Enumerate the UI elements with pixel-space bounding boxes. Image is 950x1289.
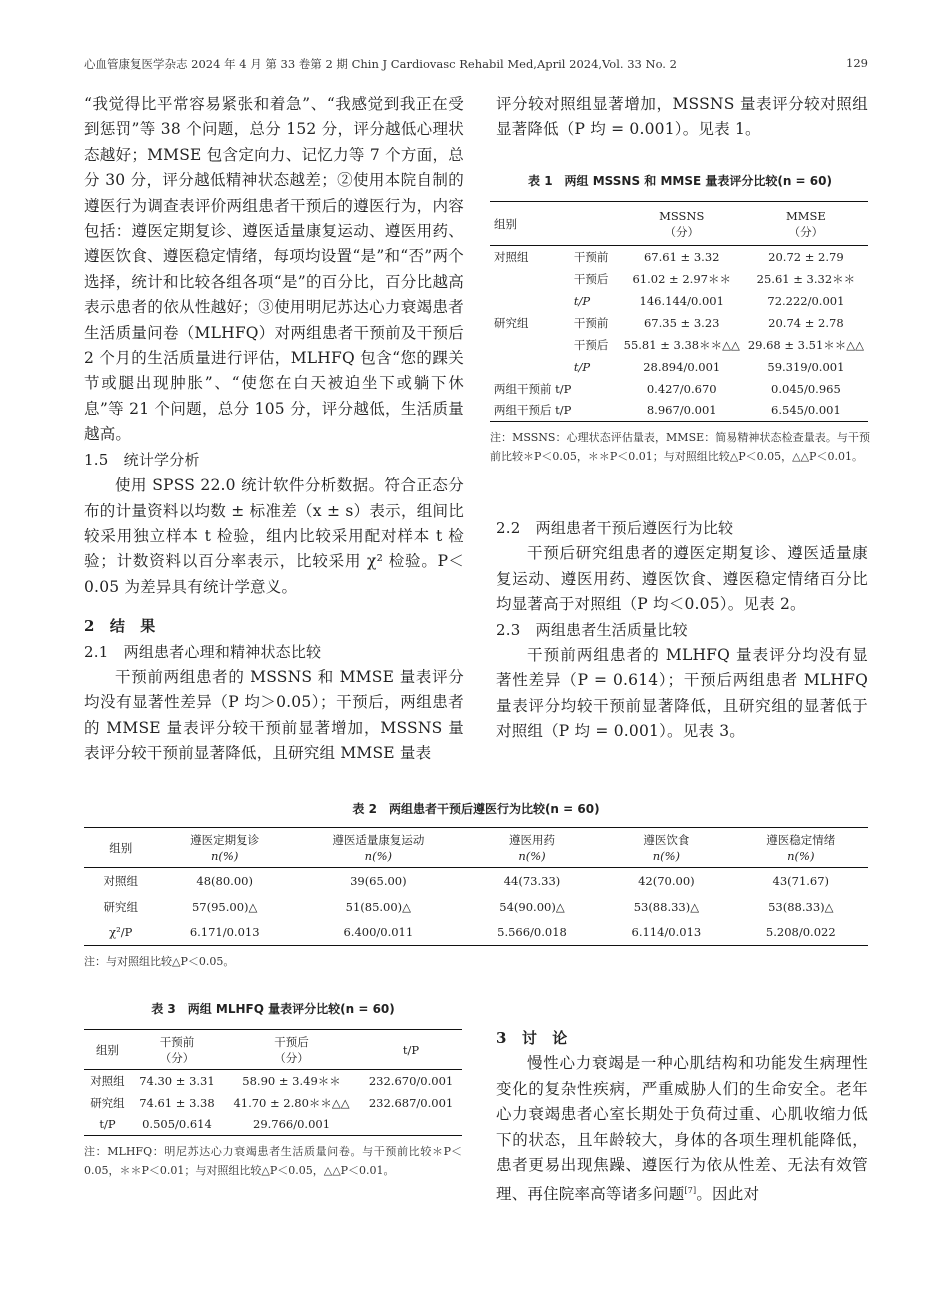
table-cell-value: 55.81 ± 3.38＊＊△△	[623, 337, 740, 352]
table-cell-stage: 干预前	[573, 315, 609, 330]
table-row	[490, 246, 868, 268]
section-heading-1-5: 1.5 统计学分析	[84, 450, 200, 469]
left-column-top	[84, 92, 464, 767]
table-1-caption: 表 1 两组 MSSNS 和 MMSE 量表评分比较(n = 60)	[528, 174, 832, 188]
table-3-caption: 表 3 两组 MLHFQ 量表评分比较(n = 60)	[151, 1002, 395, 1016]
table-1-header-group: 组别	[494, 216, 517, 231]
results-paragraph-2-2: 干预后研究组患者的遵医定期复诊、遵医适量康复运动、遵医用药、遵医饮食、遵医稳定情绪百分比均显著高于对照组（P 均＜0.05）。见表 2。	[496, 544, 868, 614]
table-cell-stage: 干预后	[573, 337, 609, 352]
table-cell-group: 研究组	[494, 315, 529, 330]
results-paragraph-2-1: 干预前两组患者的 MSSNS 和 MMSE 量表评分均没有显著性差异（P 均＞0.05）；干预后，两组患者的 MMSE 量表评分较干预前显著增加，MSSNS 量表评分较干预前显著降低，且研究组 MMSE 量表	[84, 667, 464, 763]
right-column-top	[496, 92, 868, 143]
table-cell: 44(73.33)	[503, 873, 561, 888]
table-cell-value: 28.894/0.001	[643, 359, 721, 374]
table-cell: 48(80.00)	[196, 873, 253, 888]
table-cell-stage: t/P	[573, 359, 591, 374]
table-3-block	[84, 1000, 462, 1180]
table-cell: 对照组	[103, 873, 138, 888]
table-2-header-cell: 遵医定期复诊 n(%)	[190, 832, 260, 863]
table-row	[490, 356, 868, 378]
table-cell: χ²/P	[109, 925, 133, 940]
results-paragraph-2-3: 干预前两组患者的 MLHFQ 量表评分均没有显著性差异（P = 0.614）；干预后两组患者 MLHFQ 量表评分均较干预前显著降低，且研究组的显著低于对照组（P 均 = 0.001）。见表 3。	[496, 646, 868, 741]
table-cell: 232.687/0.001	[368, 1095, 454, 1110]
table-row	[490, 378, 868, 400]
table-cell: t/P	[99, 1117, 116, 1132]
section-heading-results: 2 结 果	[84, 617, 156, 636]
table-cell: 6.171/0.013	[189, 925, 260, 940]
table-row	[84, 920, 868, 946]
table-cell	[360, 1114, 462, 1136]
table-cell: 41.70 ± 2.80＊＊△△	[233, 1095, 350, 1110]
table-1	[490, 201, 868, 422]
table-cell: 74.30 ± 3.31	[139, 1073, 215, 1088]
table-cell-value: 29.68 ± 3.51＊＊△△	[747, 337, 864, 352]
section-heading-2-1: 2.1 两组患者心理和精神状态比较	[84, 642, 322, 661]
page-number: 129	[846, 56, 868, 70]
table-cell-group	[490, 356, 570, 378]
table-row	[490, 268, 868, 290]
table-row	[490, 334, 868, 356]
table-cell-value: 0.427/0.670	[646, 381, 717, 396]
section-heading-2-2: 2.2 两组患者干预后遵医行为比较	[496, 519, 734, 537]
table-2-note: 注：与对照组比较△P＜0.05。	[84, 955, 235, 968]
table-cell: 研究组	[90, 1095, 125, 1110]
table-cell: 0.505/0.614	[142, 1117, 212, 1132]
table-row	[84, 868, 868, 894]
table-cell: 29.766/0.001	[253, 1117, 331, 1132]
section-heading-2-3: 2.3 两组患者生活质量比较	[496, 620, 688, 639]
table-2-header-cell: 遵医稳定情绪 n(%)	[766, 832, 836, 863]
table-cell-group	[490, 334, 570, 356]
table-cell: 5.566/0.018	[497, 925, 567, 940]
table-1-header-mmse: MMSE （分）	[785, 208, 826, 239]
table-cell-group	[490, 268, 570, 290]
table-1-note: 注：MSSNS：心理状态评估量表，MMSE：简易精神状态检查量表。与干预前比较＊P＜0.05，＊＊P＜0.01；与对照组比较△P＜0.05，△△P＜0.01。	[490, 431, 870, 463]
table-1-block	[490, 172, 870, 466]
table-cell: 43(71.67)	[772, 873, 830, 888]
table-cell: 42(70.00)	[638, 873, 695, 888]
table-cell: 51(85.00)△	[345, 899, 412, 914]
table-cell: 6.400/0.011	[343, 925, 414, 940]
table-cell-value: 61.02 ± 2.97＊＊	[632, 271, 731, 286]
table-row	[84, 1114, 462, 1136]
table-row	[490, 400, 868, 422]
table-2-header-cell: 遵医适量康复运动 n(%)	[332, 832, 425, 863]
table-3-note: 注：MLHFQ：明尼苏达心力衰竭患者生活质量问卷。与干预前比较＊P＜0.05，＊＊P＜0.01；与对照组比较△P＜0.05，△△P＜0.01。	[84, 1145, 462, 1177]
table-cell-group	[490, 290, 570, 312]
table-cell-value: 67.61 ± 3.32	[643, 249, 720, 264]
table-2-header-cell: 组别	[109, 840, 133, 855]
table-3	[84, 1029, 462, 1136]
discussion-section	[496, 1026, 868, 1208]
table-row	[490, 312, 868, 334]
table-cell: 232.670/0.001	[368, 1073, 454, 1088]
table-cell: 5.208/0.022	[765, 925, 836, 940]
table-cell: 58.90 ± 3.49＊＊	[242, 1073, 341, 1088]
table-cell: 6.114/0.013	[631, 925, 702, 940]
table-2-block	[84, 800, 868, 971]
table-2	[84, 827, 868, 946]
table-cell-value: 8.967/0.001	[646, 403, 717, 418]
table-row	[84, 1070, 462, 1092]
table-cell-group: 两组干预后 t/P	[494, 403, 572, 418]
table-3-header-cell: 干预前 （分）	[159, 1034, 195, 1065]
table-cell: 39(65.00)	[350, 873, 407, 888]
table-cell-stage: t/P	[573, 293, 591, 308]
table-3-header-cell: t/P	[402, 1042, 420, 1057]
section-heading-discussion: 3 讨 论	[496, 1029, 568, 1047]
right-column-middle	[496, 516, 868, 745]
results-paragraph-continued: 评分较对照组显著增加，MSSNS 量表评分较对照组显著降低（P 均 = 0.001）。见表 1。	[496, 95, 868, 139]
table-cell: 对照组	[90, 1073, 125, 1088]
table-cell-group: 两组干预前 t/P	[494, 381, 572, 396]
table-3-header-cell: 组别	[95, 1042, 119, 1057]
journal-header-text: 心血管康复医学杂志 2024 年 4 月 第 33 卷第 2 期 Chin J Cardiovasc Rehabil Med,April 2024,Vol. 33 No. 2	[84, 57, 677, 71]
table-cell-value: 59.319/0.001	[767, 359, 845, 374]
table-1-header-mssns: MSSNS （分）	[659, 208, 705, 239]
methods-paragraph: “我觉得比平常容易紧张和着急”、“我感觉到我正在受到惩罚”等 38 个问题，总分 152 分，评分越低心理状态越好；MMSE 包含定向力、记忆力等 7 个方面，总分 30 分，评分越低精神状态越差；②使用本院自制的遵医行为调查表评价两组患者干预后的遵医行为，内容包括：遵医定期复诊、遵医适量康复运动、遵医用药、遵医饮食、遵医稳定情绪，每项均设置“是”和“否”两个选择，统计和比较各组各项“是”的百分比，百分比越高表示患者的依从性越好；③使用明尼苏达心力衰竭患者生活质量问卷（MLHFQ）对两组患者干预前及干预后 2 个月的生活质量进行评估，MLHFQ 包含“您的踝关节或腿出现肿胀”、“使您在白天被迫坐下或躺下休息”等 21 个问题，总分 105 分，评分越低，生活质量越高。	[84, 95, 464, 444]
table-cell-value: 25.61 ± 3.32＊＊	[756, 271, 856, 286]
table-cell-value: 72.222/0.001	[767, 293, 845, 308]
table-cell-value: 67.35 ± 3.23	[643, 315, 720, 330]
table-cell-value: 20.74 ± 2.78	[768, 315, 844, 330]
table-cell-value: 6.545/0.001	[771, 403, 841, 418]
table-cell-group: 对照组	[494, 249, 529, 264]
table-cell: 53(88.33)△	[633, 899, 700, 914]
discussion-paragraph: 慢性心力衰竭是一种心肌结构和功能发生病理性变化的复杂性疾病，严重威胁人们的生命安全。老年心力衰竭患者心室长期处于负荷过重、心肌收缩力低下的状态，且年龄较大，身体的各项生理机能降低，患者更易出现焦躁、遵医行为依从性差、无法有效管理、再住院率高等诸多问题[7]。因此对	[496, 1054, 868, 1204]
table-cell: 53(88.33)△	[768, 899, 834, 914]
statistics-paragraph: 使用 SPSS 22.0 统计软件分析数据。符合正态分布的计量资料以均数 ± 标准差（x ± s）表示，组间比较采用独立样本 t 检验，组内比较采用配对样本 t 检验；计数资料以百分率表示，比较采用 χ² 检验。P＜0.05 为差异具有统计学意义。	[84, 476, 464, 596]
table-cell: 54(90.00)△	[499, 899, 565, 914]
running-header	[84, 56, 868, 76]
table-row	[84, 894, 868, 920]
table-cell: 57(95.00)△	[191, 899, 258, 914]
table-cell-stage: 干预前	[573, 249, 609, 264]
table-cell: 74.61 ± 3.38	[139, 1095, 215, 1110]
table-cell: 研究组	[103, 899, 138, 914]
table-cell-value: 20.72 ± 2.79	[768, 249, 844, 264]
table-row	[84, 1092, 462, 1114]
table-row	[490, 290, 868, 312]
table-cell-value: 0.045/0.965	[771, 381, 841, 396]
table-2-header-cell: 遵医饮食 n(%)	[643, 832, 690, 863]
table-2-header-cell: 遵医用药 n(%)	[508, 832, 555, 863]
table-cell-stage: 干预后	[573, 271, 609, 286]
citation-ref[interactable]: [7]	[684, 1186, 697, 1196]
table-3-header-cell: 干预后 （分）	[274, 1034, 309, 1065]
table-2-caption: 表 2 两组患者干预后遵医行为比较(n = 60)	[352, 802, 600, 816]
table-cell-value: 146.144/0.001	[639, 293, 724, 308]
